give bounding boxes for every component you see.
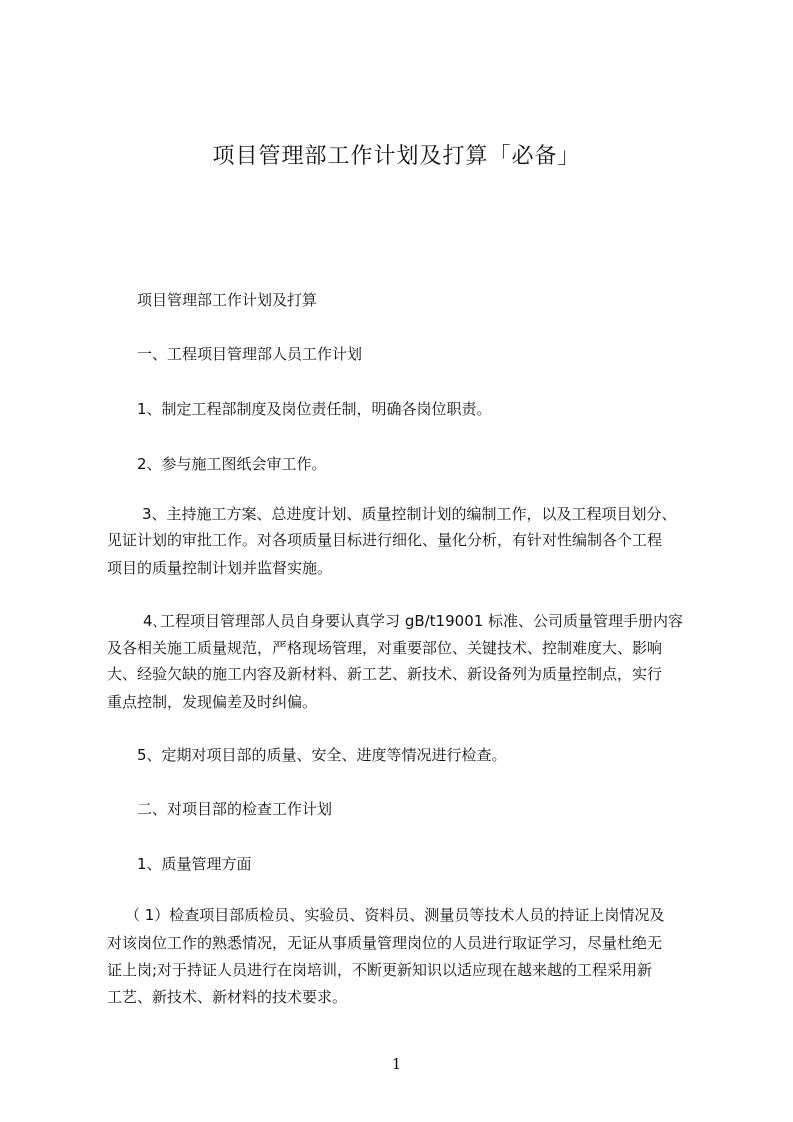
page-number: 1 bbox=[391, 1055, 402, 1073]
paragraph-line: 证上岗;对于持证人员进行在岗培训，不断更新知识以适应现在越来越的工程采用新 bbox=[107, 961, 653, 979]
paragraph-line: 对该岗位工作的熟悉情况，无证从事质量管理岗位的人员进行取证学习，尽量杜绝无 bbox=[107, 934, 663, 952]
document-title: 项目管理部工作计划及打算「必备」 bbox=[212, 144, 581, 169]
paragraph-line: 1、制定工程部制度及岗位责任制，明确各岗位职责。 bbox=[137, 400, 492, 418]
paragraph-line: 大、经验欠缺的施工内容及新材料、新工艺、新技术、新设备列为质量控制点，实行 bbox=[107, 665, 663, 683]
paragraph-line: 1、质量管理方面 bbox=[137, 855, 252, 873]
section-heading: 一、工程项目管理部人员工作计划 bbox=[137, 345, 363, 363]
section-heading: 二、对项目部的检查工作计划 bbox=[137, 800, 333, 818]
paragraph-line: 项目管理部工作计划及打算 bbox=[137, 291, 318, 309]
paragraph-line: （ 1）检查项目部质检员、实验员、资料员、测量员等技术人员的持证上岗情况及 bbox=[125, 906, 665, 924]
paragraph-line: 3、主持施工方案、总进度计划、质量控制计划的编制工作，以及工程项目划分、 bbox=[142, 505, 677, 523]
paragraph-line: 2、参与施工图纸会审工作。 bbox=[137, 455, 327, 473]
paragraph-line: 项目的质量控制计划并监督实施。 bbox=[107, 559, 333, 577]
paragraph-line: 5、定期对项目部的质量、安全、进度等情况进行检查。 bbox=[137, 746, 507, 764]
paragraph-line: 4､工程项目管理部人员自身要认真学习 gB/t19001 标准、公司质量管理手册内容 bbox=[143, 612, 684, 630]
paragraph-line: 工艺、新技术、新材料的技术要求。 bbox=[107, 988, 348, 1006]
paragraph-line: 及各相关施工质量规范，严格现场管理，对重要部位、关键技术、控制难度大、影响 bbox=[107, 639, 663, 657]
paragraph-line: 重点控制，发现偏差及时纠偏。 bbox=[107, 693, 318, 711]
paragraph-line: 见证计划的审批工作。对各项质量目标进行细化、量化分析，有针对性编制各个工程 bbox=[107, 531, 663, 549]
